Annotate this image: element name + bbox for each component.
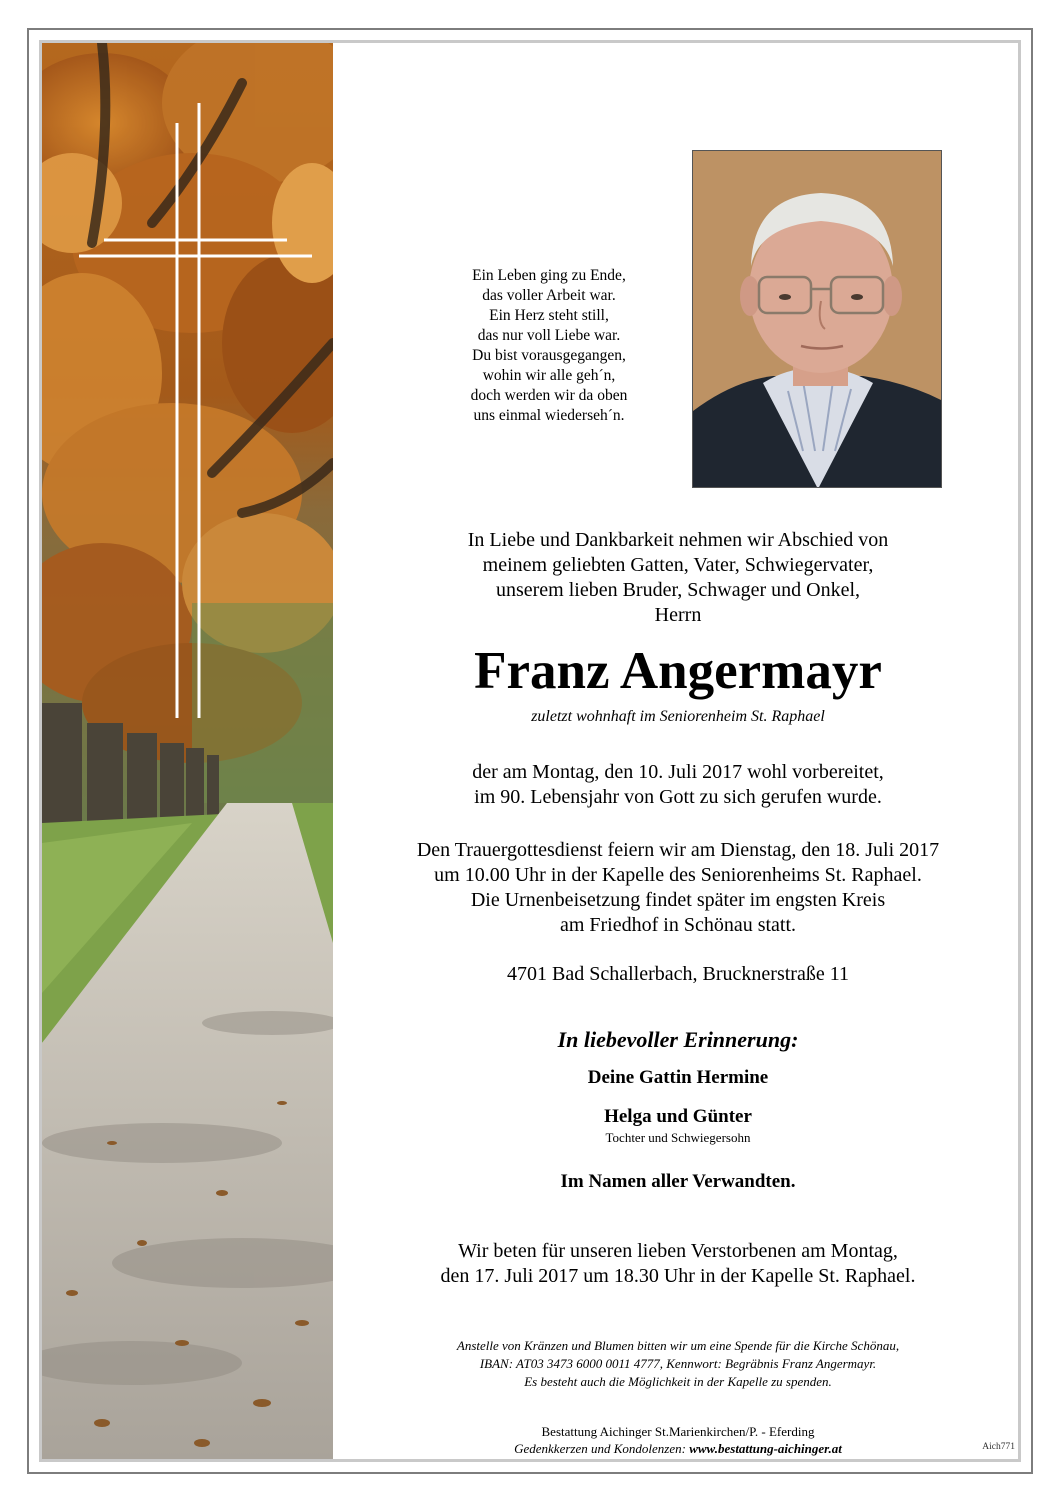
contact-label: Gedenkkerzen und Kondolenzen: [514, 1441, 686, 1456]
service-line: Die Urnenbeisetzung findet später im engsten Kreis [470, 889, 886, 911]
reference-code: Aich771 [982, 1442, 1015, 1452]
portrait-photo [692, 150, 942, 488]
service-line: um 10.00 Uhr in der Kapelle des Seniorenheims St. Raphael. [434, 864, 922, 886]
memorial-poem [420, 266, 678, 426]
family-address: 4701 Bad Schallerbach, Brucknerstraße 11 [507, 963, 849, 985]
intro-line: Herrn [654, 604, 702, 626]
donation-line: Es besteht auch die Möglichkeit in der Kapelle zu spenden. [524, 1374, 832, 1389]
poem-line: das voller Arbeit war. [482, 287, 616, 304]
undertaker-name: Bestattung Aichinger St.Marienkirchen/P. - Eferding [541, 1424, 815, 1439]
poem-line: Ein Herz steht still, [489, 307, 609, 324]
deceased-residence: zuletzt wohnhaft im Seniorenheim St. Raphael [531, 708, 825, 725]
donation-line: Anstelle von Kränzen und Blumen bitten wir um eine Spende für die Kirche Schönau, [456, 1338, 900, 1353]
service-line: Den Trauergottesdienst feiern wir am Dienstag, den 18. Juli 2017 [416, 839, 940, 861]
prayer-line: Wir beten für unseren lieben Verstorbenen am Montag, [458, 1240, 898, 1262]
funeral-service-info [350, 838, 1006, 938]
service-line: am Friedhof in Schönau statt. [559, 914, 797, 936]
website-link[interactable]: www.bestattung-aichinger.at [689, 1441, 842, 1456]
farewell-intro [350, 528, 1006, 628]
intro-line: In Liebe und Dankbarkeit nehmen wir Abschied von [467, 529, 889, 551]
memory-heading: In liebevoller Erinnerung: [557, 1027, 799, 1052]
poem-line: doch werden wir da oben [470, 387, 628, 404]
death-notice-line: der am Montag, den 10. Juli 2017 wohl vorbereitet, [472, 761, 884, 783]
autumn-alley-photo [42, 43, 333, 1459]
mourner-relatives: Im Namen aller Verwandten. [560, 1171, 796, 1192]
mourner-children-role: Tochter und Schwiegersohn [605, 1130, 751, 1145]
donation-line: IBAN: AT03 3473 6000 0011 4777, Kennwort: Begräbnis Franz Angermayr. [479, 1356, 877, 1371]
poem-line: uns einmal wiederseh´n. [473, 407, 625, 424]
poem-line: wohin wir alle geh´n, [482, 367, 616, 384]
prayer-info [350, 1239, 1006, 1289]
prayer-line: den 17. Juli 2017 um 18.30 Uhr in der Kapelle St. Raphael. [440, 1265, 916, 1287]
poem-line: Du bist vorausgegangen, [472, 347, 626, 364]
mourner-spouse: Deine Gattin Hermine [587, 1067, 769, 1088]
poem-line: Ein Leben ging zu Ende, [472, 267, 626, 284]
mourner-children: Helga und Günter [604, 1106, 752, 1127]
poem-line: das nur voll Liebe war. [477, 327, 621, 344]
donation-note [350, 1337, 1006, 1391]
intro-line: unserem lieben Bruder, Schwager und Onkel, [495, 579, 861, 601]
condolence-contact [350, 1440, 1006, 1457]
intro-line: meinem geliebten Gatten, Vater, Schwiegervater, [482, 554, 874, 576]
death-notice [350, 760, 1006, 810]
deceased-name: Franz Angermayr [474, 642, 882, 700]
death-notice-line: im 90. Lebensjahr von Gott zu sich gerufen wurde. [474, 786, 882, 808]
